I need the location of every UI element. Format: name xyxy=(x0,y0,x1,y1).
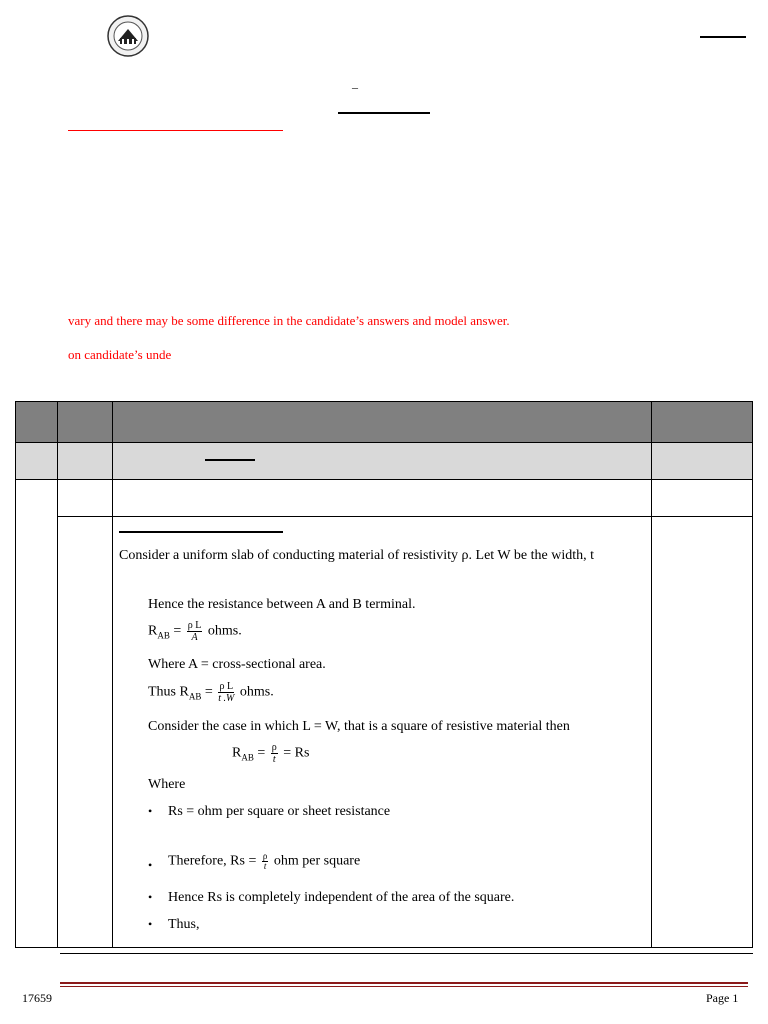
bullet-therefore: Therefore, Rs = $\frac{\rho}{t}$ ohm per square xyxy=(168,851,361,871)
answer-intro: Consider a uniform slab of conducting material of resistivity ρ. Let W be the width, t xyxy=(119,548,594,563)
red-divider xyxy=(68,130,283,131)
table-row xyxy=(16,480,753,517)
fraction: $\frac{\rho}{t}$ xyxy=(262,851,268,871)
model-answer-table xyxy=(15,401,753,948)
fraction: $\frac{\text{ρ L}}{A}$ xyxy=(187,620,202,643)
header-right-rule xyxy=(700,36,746,38)
answer-formula-rab: $R_{AB}$ = $\frac{\text{ρ L}}{A}$ ohms. xyxy=(148,620,242,643)
footer-rule xyxy=(60,986,748,987)
header-cell xyxy=(112,402,652,443)
footer-page-number: Page 1 xyxy=(706,991,739,1005)
header-small-mark: – xyxy=(352,80,358,94)
title-underline xyxy=(338,112,430,114)
bullet-icon: • xyxy=(148,858,153,872)
instruction-line-1: vary and there may be some difference in the candidate’s answers and model answer. xyxy=(68,313,510,328)
header-cell xyxy=(16,402,58,443)
fraction: $\frac{\rho}{t}$ xyxy=(271,742,277,765)
bullet-rs: Rs = ohm per square or sheet resistance xyxy=(168,804,391,819)
header-cell xyxy=(58,402,112,443)
bullet-icon: • xyxy=(148,890,153,904)
subheader-underline xyxy=(205,459,255,461)
answer-line-where: Where xyxy=(148,777,186,792)
fraction: $\frac{\text{ρ L}}{t .W}$ xyxy=(218,681,235,704)
instruction-line-2: on candidate’s unde xyxy=(68,347,172,362)
institution-seal-icon xyxy=(104,14,152,58)
answer-formula-thus: Thus $R_{AB}$ = $\frac{\text{ρ L}}{t .W}$ ohms. xyxy=(148,681,274,704)
bullet-thus: Thus, xyxy=(168,917,200,932)
footer-code: 17659 xyxy=(22,991,52,1005)
answer-line-hence: Hence the resistance between A and B terminal. xyxy=(148,597,416,612)
bullet-icon: • xyxy=(148,917,153,931)
table-bottom-rule xyxy=(60,953,753,954)
table-header-row xyxy=(16,402,753,443)
answer-formula-rs: $R_{AB}$ = $\frac{\rho}{t}$ = Rs xyxy=(232,742,310,765)
bullet-hence: Hence Rs is completely independent of the area of the square. xyxy=(168,890,515,905)
footer-rule xyxy=(60,982,748,984)
header-cell xyxy=(652,402,753,443)
bullet-icon: • xyxy=(148,804,153,818)
answer-line-where-a: Where A = cross-sectional area. xyxy=(148,657,326,672)
table-subheader-row xyxy=(16,443,753,480)
answer-line-consider: Consider the case in which L = W, that is a square of resistive material then xyxy=(148,719,570,734)
question-underline xyxy=(119,531,283,533)
